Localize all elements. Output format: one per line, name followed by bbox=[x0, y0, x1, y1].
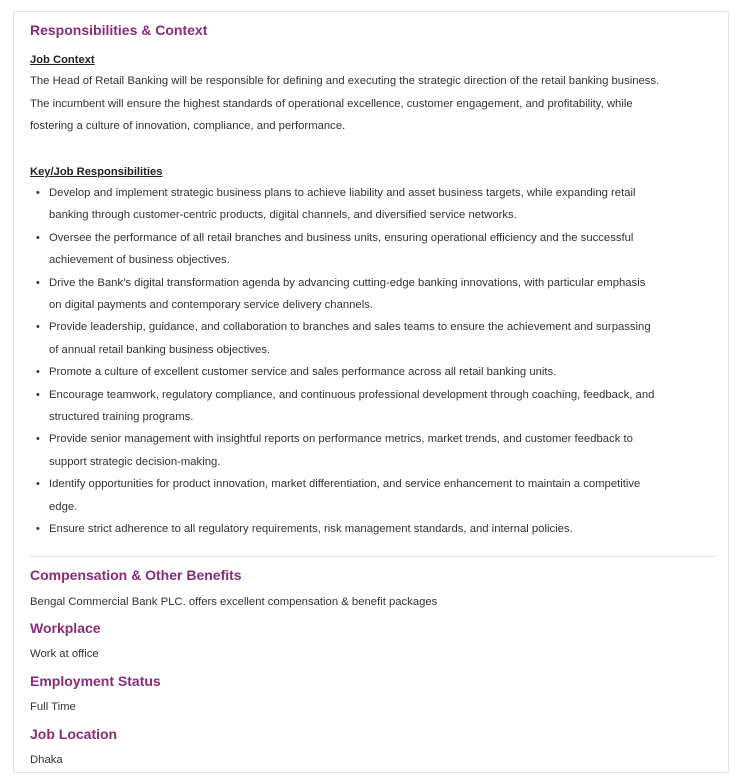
bullet-icon: • bbox=[36, 276, 40, 289]
bullet-icon: • bbox=[36, 523, 40, 536]
key-responsibilities-heading: Key/Job Responsibilities bbox=[30, 166, 163, 178]
list-item: • Drive the Bank’s digital transformation agenda by advancing cutting-edge banking innovations, with particular emphasis on digital payments and contemporary service delivery channels. bbox=[30, 272, 715, 317]
bullet-icon: • bbox=[36, 366, 40, 379]
responsibilities-list bbox=[30, 182, 715, 541]
bullet-icon: • bbox=[36, 231, 40, 244]
employment-status-value: Full Time bbox=[30, 701, 76, 713]
job-context-line: The Head of Retail Banking will be responsible for defining and executing the strategic direction of the retail banking business. bbox=[30, 75, 660, 87]
bullet-icon: • bbox=[36, 187, 40, 199]
job-location-title: Job Location bbox=[30, 726, 118, 742]
bullet-icon: • bbox=[36, 321, 40, 334]
list-item: • Oversee the performance of all retail branches and business units, ensuring operational efficiency and the successful achievement of business objectives. bbox=[30, 227, 715, 272]
job-context-heading: Job Context bbox=[30, 54, 95, 66]
compensation-title: Compensation & Other Benefits bbox=[30, 567, 242, 583]
list-item: • Promote a culture of excellent customer service and sales performance across all retail banking units. bbox=[30, 361, 715, 383]
compensation-value: Bengal Commercial Bank PLC. offers excellent compensation & benefit packages bbox=[30, 596, 438, 608]
list-item: • Ensure strict adherence to all regulatory requirements, risk management standards, and internal policies. bbox=[30, 518, 715, 540]
job-context-line: fostering a culture of innovation, compliance, and performance. bbox=[30, 120, 346, 133]
workplace-value: Work at office bbox=[30, 648, 99, 660]
list-item: • Provide senior management with insightful reports on performance metrics, market trends, and customer feedback to support strategic decision-making. bbox=[30, 428, 715, 473]
job-details-card bbox=[13, 11, 729, 773]
responsibilities-title: Responsibilities & Context bbox=[30, 22, 208, 38]
bullet-icon: • bbox=[36, 433, 40, 446]
bullet-icon: • bbox=[36, 478, 40, 491]
section-divider bbox=[30, 556, 715, 557]
workplace-title: Workplace bbox=[30, 620, 101, 636]
list-item: • Encourage teamwork, regulatory compliance, and continuous professional development through coaching, feedback, and structured training programs. bbox=[30, 384, 715, 429]
job-location-value: Dhaka bbox=[30, 754, 63, 766]
job-context-line: The incumbent will ensure the highest standards of operational excellence, customer engagement, and profitability, while bbox=[30, 97, 633, 110]
list-item: • Provide leadership, guidance, and collaboration to branches and sales teams to ensure the achievement and surpassing of annual retail banking business objectives. bbox=[30, 316, 715, 361]
list-item: • Develop and implement strategic business plans to achieve liability and asset business targets, while expanding retail banking through customer-centric products, digital channels, and diversified service networks. bbox=[30, 182, 715, 227]
bullet-icon: • bbox=[36, 388, 40, 401]
list-item: • Identify opportunities for product innovation, market differentiation, and service enhancement to maintain a competitive edge. bbox=[30, 473, 715, 518]
job-context-text bbox=[30, 70, 715, 138]
employment-status-title: Employment Status bbox=[30, 673, 161, 689]
